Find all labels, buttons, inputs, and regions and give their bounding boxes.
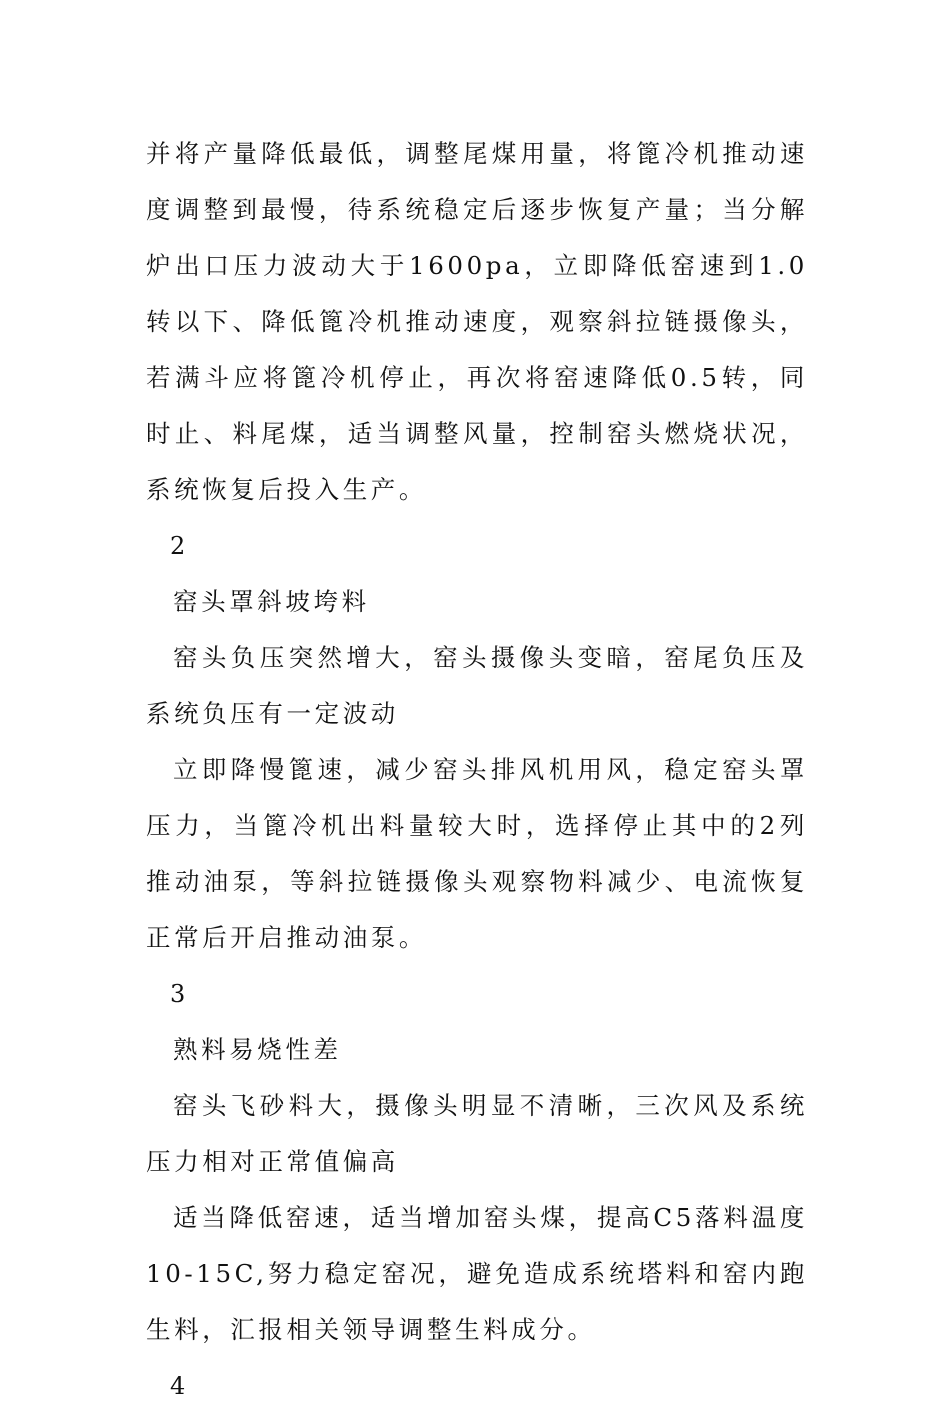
section-heading-kiln-hood-collapse: 窑头罩斜坡垮料	[173, 587, 370, 616]
document-body	[146, 126, 808, 1414]
paragraph-symptom-2: 窑头负压突然增大，窑头摄像头变暗，窑尾负压及系统负压有一定波动	[146, 643, 808, 728]
paragraph-continuation: 并将产量降低最低，调整尾煤用量，将篦冷机推动速度调整到最慢，待系统稳定后逐步恢复产量；当分解炉出口压力波动大于1600pa，立即降低窑速到1.0转以下、降低篦冷机推动速度，观察斜拉链摄像头，若满斗应将篦冷机停止，再次将窑速降低0.5转，同时止、料尾煤，适当调整风量，控制窑头燃烧状况，系统恢复后投入生产。	[146, 139, 808, 504]
paragraph-action-2: 立即降慢篦速，减少窑头排风机用风，稳定窑头罩压力，当篦冷机出料量较大时，选择停止其中的2列推动油泵，等斜拉链摄像头观察物料减少、电流恢复正常后开启推动油泵。	[146, 755, 808, 952]
section-number-4: 4	[170, 1372, 186, 1400]
paragraph-action-3: 适当降低窑速，适当增加窑头煤，提高C5落料温度10-15C,努力稳定窑况，避免造成系统塔料和窑内跑生料，汇报相关领导调整生料成分。	[146, 1203, 808, 1344]
section-number-3: 3	[170, 980, 186, 1008]
section-heading-poor-burnability: 熟料易烧性差	[173, 1035, 342, 1064]
paragraph-symptom-3: 窑头飞砂料大，摄像头明显不清晰，三次风及系统压力相对正常值偏高	[146, 1091, 808, 1176]
section-number-2: 2	[170, 532, 186, 560]
